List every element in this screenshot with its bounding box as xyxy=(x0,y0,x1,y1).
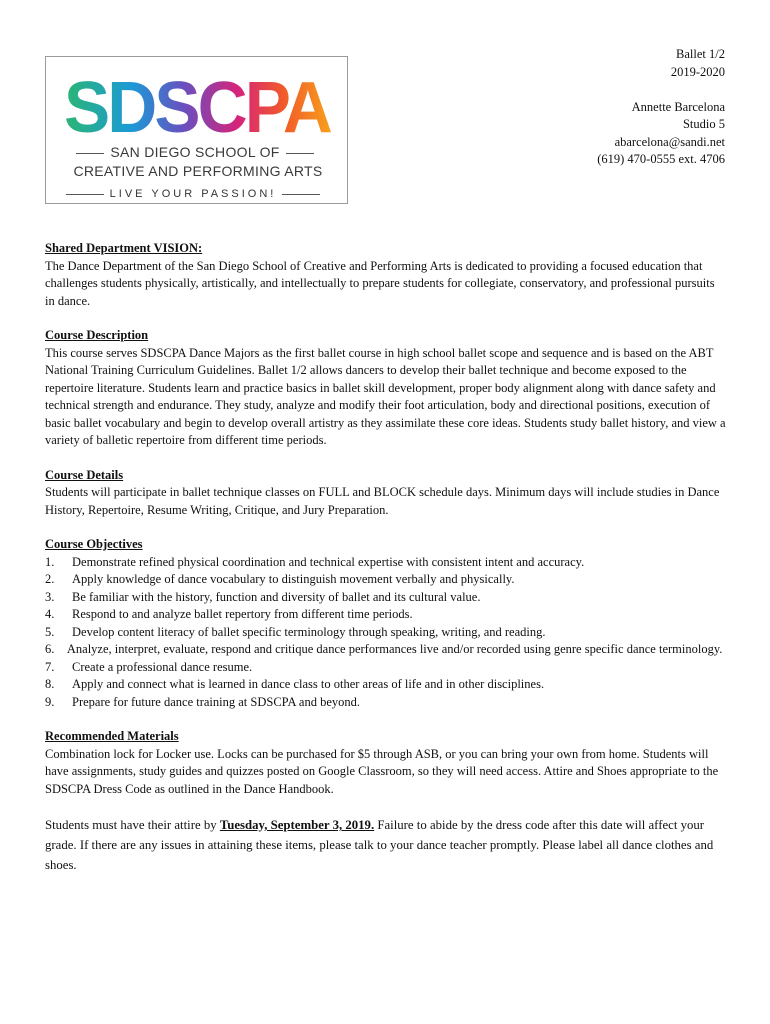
attire-notice: Students must have their attire by Tuesday, September 3, 2019. Failure to abide by the dress code after this date will affect your grade. If there are any issues in attaining these items, please talk to your dance teacher promptly. Please label all dance clothes and shoes. xyxy=(45,818,714,872)
teacher-name: Annette Barcelona xyxy=(631,99,725,114)
course-name: Ballet 1/2 xyxy=(676,47,725,61)
objectives-title: Course Objectives xyxy=(45,537,143,551)
vision-title: Shared Department VISION: xyxy=(45,241,203,255)
objective-item: 8. Apply and connect what is learned in dance class to other areas of life and in other disciplines. xyxy=(45,677,545,691)
materials-section xyxy=(45,728,727,798)
logo-school-line2: CREATIVE AND PERFORMING ARTS xyxy=(73,163,323,179)
school-year: 2019-2020 xyxy=(670,64,725,79)
vision-section xyxy=(45,240,727,310)
objective-item: 1. Demonstrate refined physical coordination and technical expertise with consistent intent and accuracy. xyxy=(45,554,585,569)
details-title: Course Details xyxy=(45,467,124,482)
course-header xyxy=(597,46,725,169)
objective-item: 2. Apply knowledge of dance vocabulary to distinguish movement verbally and physically. xyxy=(45,572,515,586)
description-text: This course serves SDSCPA Dance Majors as the first ballet course in high school ballet scope and sequence and is based on the ABT National Training Curriculum Guidelines. Ballet 1/2 allows dancers to develop their ballet technique and become exposed to the repertoire literature. Students learn and practice basics in ballet skill development, proper body alignment along with dance safety and technical strength and endurance. They study, analyze and modify their foot articulation, body and directional positions, execution of basic ballet vocabulary and begin to develop overall artistry as they assimilate these core ideas. Students study ballet history, and view a variety of balletic repertoire from different time periods. xyxy=(45,345,726,447)
details-section xyxy=(45,467,727,520)
objective-item: 5. Develop content literacy of ballet specific terminology through speaking, writing, and reading. xyxy=(45,624,546,639)
logo-wordmark: SDSCPA xyxy=(64,68,332,142)
details-text: Students will participate in ballet technique classes on FULL and BLOCK schedule days. Minimum days will include studies in Dance History, Repertoire, Resume Writing, Critique, and Jury Preparation. xyxy=(45,485,720,517)
logo-tagline: LIVE YOUR PASSION! xyxy=(56,188,330,200)
syllabus-body xyxy=(45,240,727,875)
vision-text: The Dance Department of the San Diego School of Creative and Performing Arts is dedicated to providing a focused education that challenges students physically, artistically, and intellectually to prepare students for collegiate, conservatory, and professional pursuits in dance. xyxy=(45,258,715,308)
objective-item: 3. Be familiar with the history, function and diversity of ballet and its cultural value. xyxy=(45,589,481,604)
description-title: Course Description xyxy=(45,328,149,342)
objective-item: 9. Prepare for future dance training at SDSCPA and beyond. xyxy=(45,694,361,709)
description-section xyxy=(45,327,727,450)
objective-item: 6. Analyze, interpret, evaluate, respond and critique dance performances live and/or recorded using genre specific dance terminology. xyxy=(45,642,723,656)
logo-school-line1: SAN DIEGO SCHOOL OF xyxy=(66,144,324,160)
materials-title: Recommended Materials xyxy=(45,729,179,743)
objective-item: 7. Create a professional dance resume. xyxy=(45,659,253,674)
attire-deadline: Tuesday, September 3, 2019. xyxy=(219,818,375,832)
teacher-email[interactable]: abarcelona@sandi.net xyxy=(614,134,725,149)
studio: Studio 5 xyxy=(682,117,725,131)
materials-text: Combination lock for Locker use. Locks can be purchased for $5 through ASB, or you can bring your own from home. Students will have assignments, study guides and quizzes posted on Google Classroom, so they will need access. Attire and Shoes appropriate to the SDSCPA Dress Code as outlined in the Dance Handbook. xyxy=(45,746,719,796)
teacher-phone: (619) 470-0555 ext. 4706 xyxy=(597,152,725,166)
objectives-section xyxy=(45,536,727,711)
objective-item: 4. Respond to and analyze ballet repertory from different time periods. xyxy=(45,607,413,621)
sdscpa-logo xyxy=(62,66,332,142)
